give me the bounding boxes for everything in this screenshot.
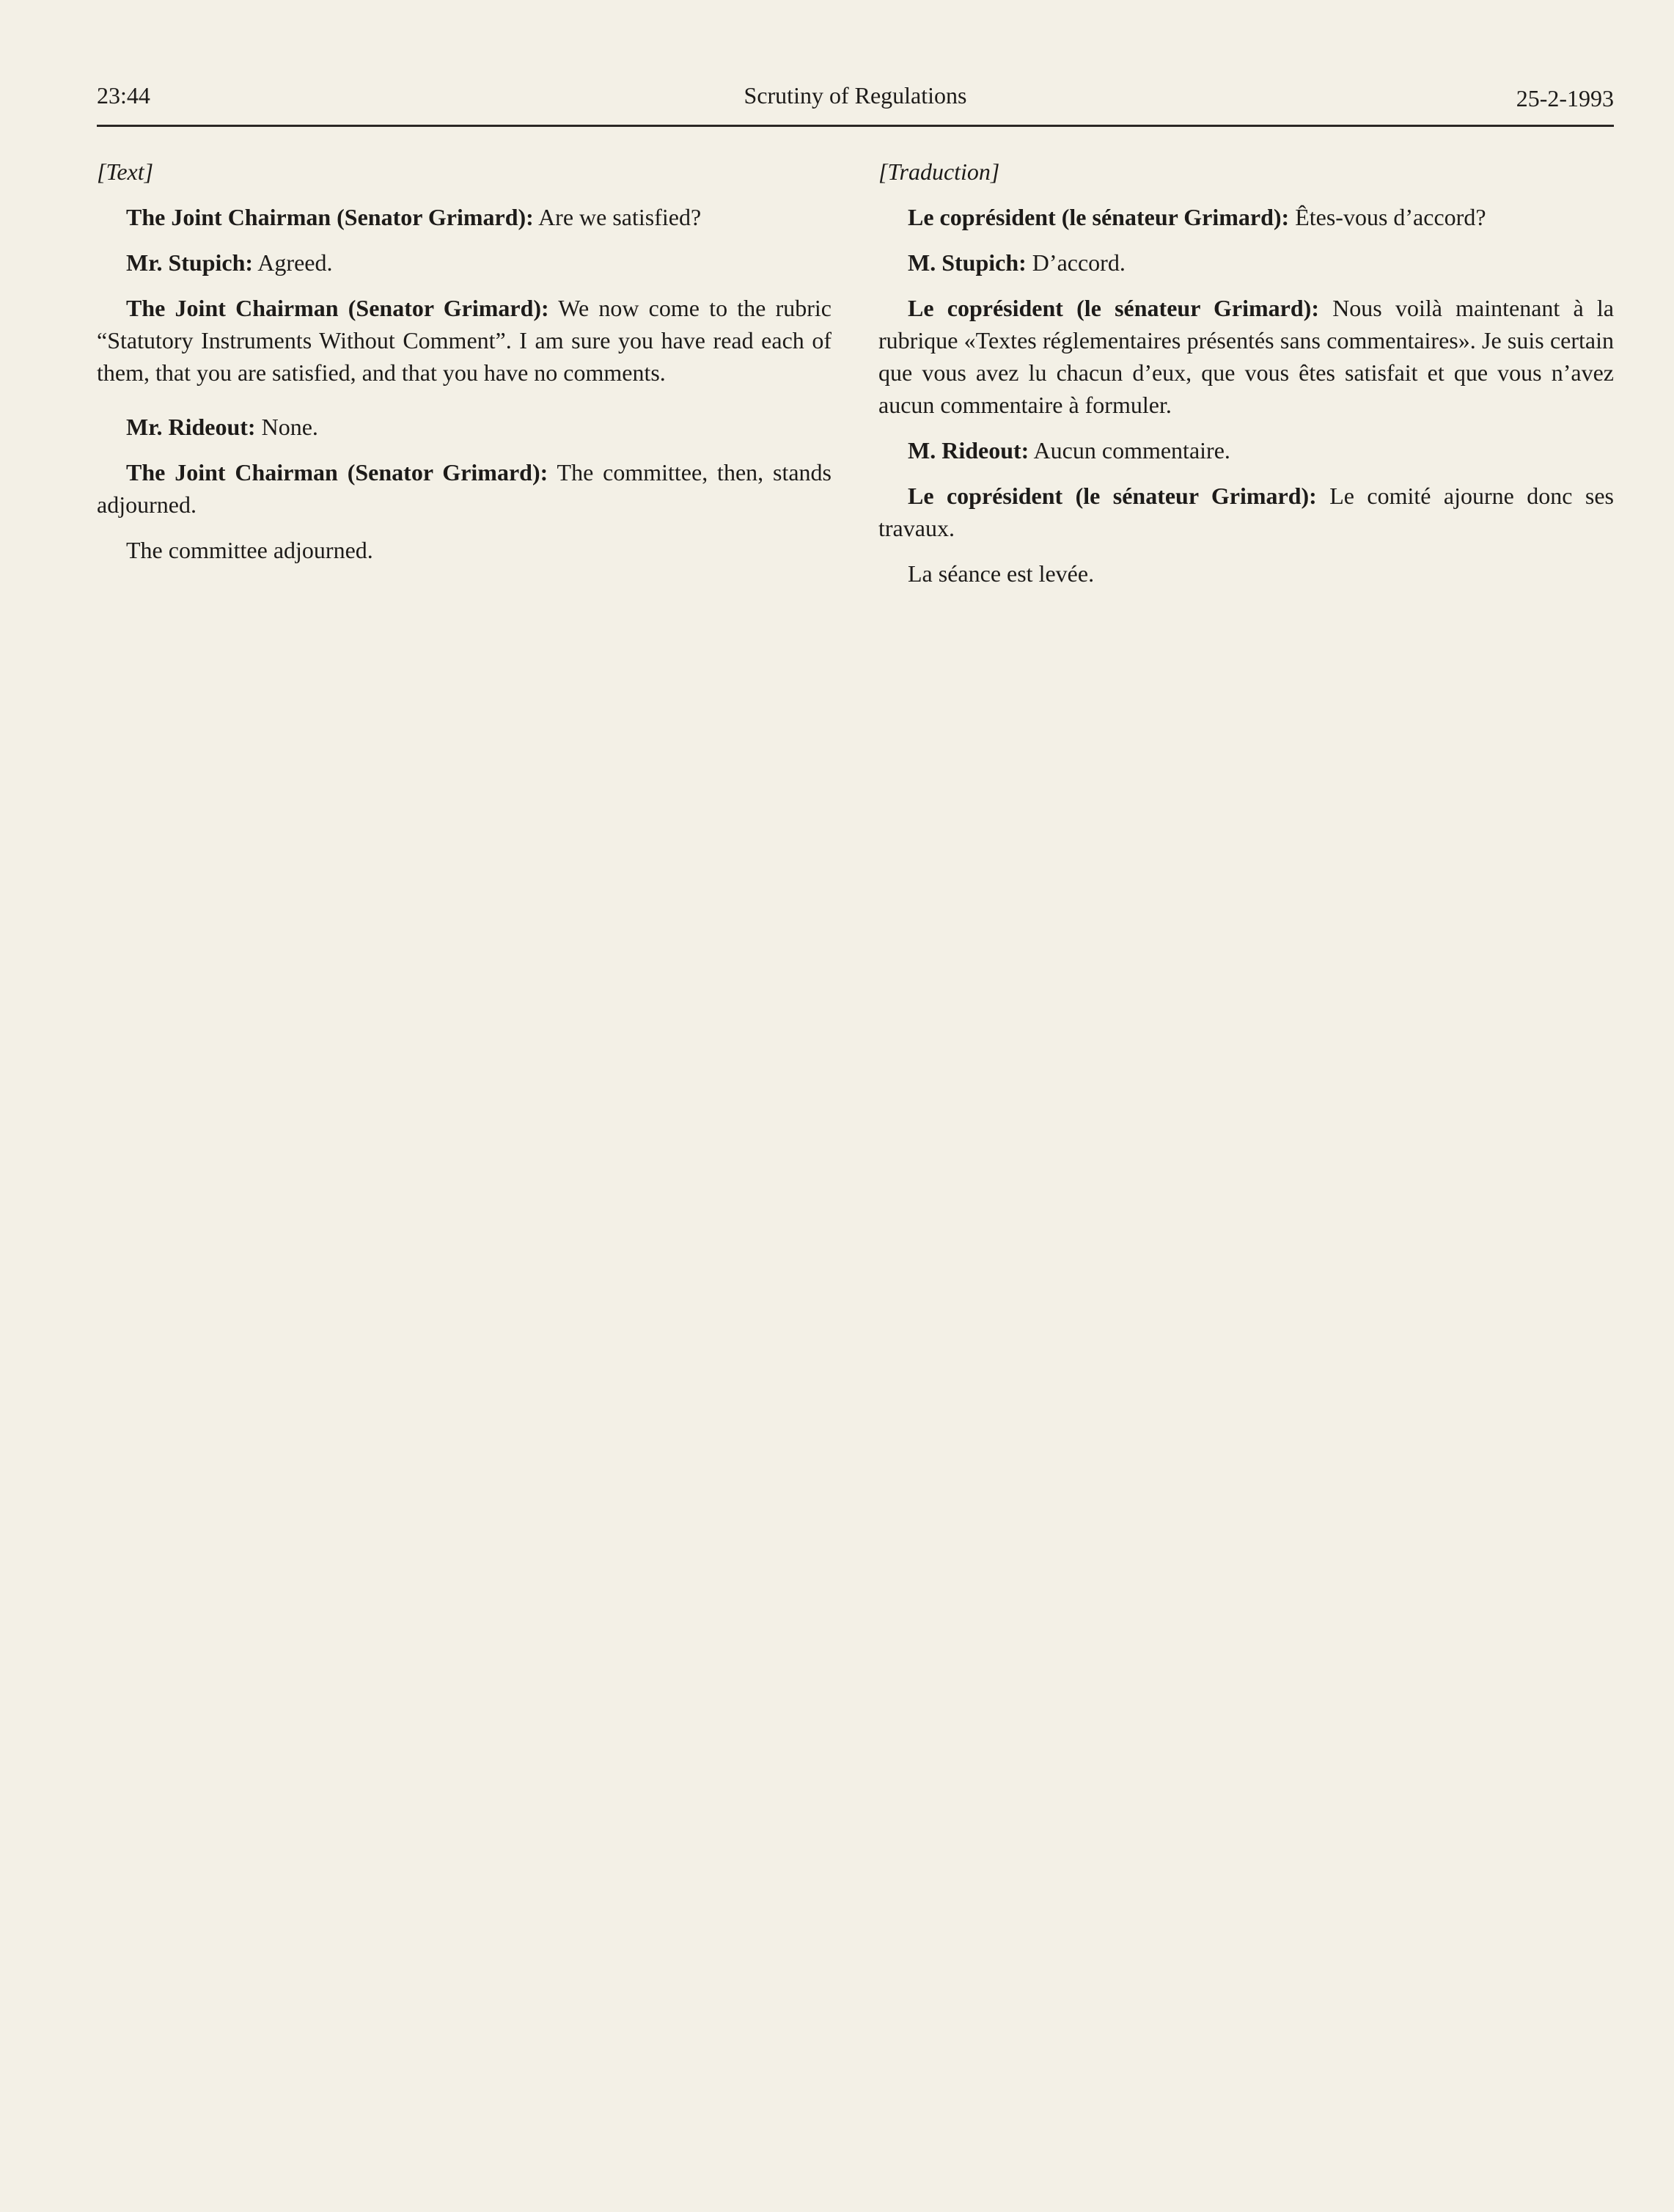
speaker: The Joint Chairman (Senator Grimard):: [126, 459, 548, 486]
english-text-tag: [Text]: [97, 158, 154, 185]
speaker: M. Rideout:: [908, 437, 1029, 464]
french-text-tag: [Traduction]: [878, 158, 1000, 185]
speaker: The Joint Chairman (Senator Grimard):: [126, 295, 549, 321]
speech: La séance est levée.: [908, 560, 1095, 587]
speaker: The Joint Chairman (Senator Grimard):: [126, 204, 534, 230]
paragraph: [97, 292, 832, 389]
paragraph: [878, 292, 1614, 421]
paragraph: [878, 434, 1614, 466]
paragraph: [97, 411, 832, 443]
speech: Êtes-vous d’accord?: [1289, 204, 1486, 230]
speech: Nous voilà maintenant à la rubrique «Textes réglementaires présentés sans commentaires». Je suis certain que vous avez lu chacun d’eux, que vous êtes satisfait et que vous n’avez aucun commentaire à formuler.: [878, 295, 1615, 418]
speaker: Le coprésident (le sénateur Grimard):: [908, 483, 1317, 509]
paragraph: [97, 456, 832, 521]
speaker: Le coprésident (le sénateur Grimard):: [908, 204, 1290, 230]
speech: D’accord.: [1026, 249, 1126, 276]
paragraph: [97, 201, 832, 233]
speaker: Mr. Rideout:: [126, 414, 256, 440]
paragraph: [97, 534, 832, 566]
speech: Are we satisfied?: [533, 204, 702, 230]
speech: We now come to the rubric “Statutory Instruments Without Comment”. I am sure you have read each of them, that you are satisfied, and that you have no comments.: [97, 295, 832, 386]
page-header: [97, 76, 1614, 120]
header-rule: [97, 125, 1614, 127]
french-column: [878, 155, 1614, 603]
paragraph: [97, 246, 832, 279]
speaker: M. Stupich:: [908, 249, 1027, 276]
page-number: 23:44: [97, 82, 150, 109]
speech: The committee adjourned.: [126, 537, 373, 563]
speech: None.: [255, 414, 318, 440]
paragraph: [878, 557, 1614, 590]
paragraph: [878, 480, 1614, 544]
paragraph: [878, 246, 1614, 279]
publication-date: 25-2-1993: [1516, 85, 1614, 111]
speech: Aucun commentaire.: [1029, 437, 1230, 464]
speech: Agreed.: [253, 249, 333, 276]
publication-title: Scrutiny of Regulations: [744, 82, 967, 109]
speaker: Mr. Stupich:: [126, 249, 254, 276]
speech: The committee, then, stands adjourned.: [97, 459, 832, 518]
speaker: Le coprésident (le sénateur Grimard):: [908, 295, 1319, 321]
paragraph: [878, 201, 1614, 233]
english-column: [97, 155, 832, 579]
speech: Le comité ajourne donc ses travaux.: [878, 483, 1615, 541]
